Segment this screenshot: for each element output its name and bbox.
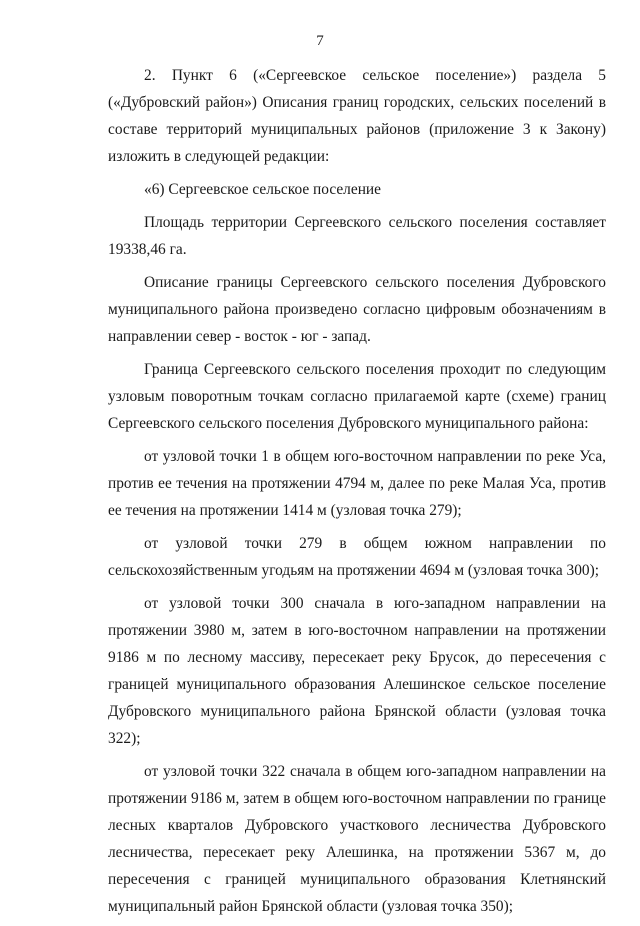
page-number: 7 [316, 33, 324, 49]
paragraph-area: Площадь территории Сергеевского сельского поселения составляет 19338,46 га. [108, 214, 606, 258]
paragraph-description: Описание границы Сергеевского сельского поселения Дубровского муниципального района произведено согласно цифровым обозначениям в направлении север - восток - юг - запад. [108, 274, 606, 345]
document-body [108, 62, 606, 926]
paragraph-amendment: 2. Пункт 6 («Сергеевское сельское поселение») раздела 5 («Дубровский район») Описания границ городских, сельских поселений в составе территорий муниципальных районов (приложение 3 к Закону) изложить в следующей редакции: [108, 67, 606, 165]
paragraph-point-1: от узловой точки 1 в общем юго-восточном направлении по реке Уса, против ее течения на протяжении 4794 м, далее по реке Малая Уса, против ее течения на протяжении 1414 м (узловая точка 279); [108, 448, 606, 519]
paragraph-point-322: от узловой точки 322 сначала в общем юго-западном направлении на протяжении 9186 м, затем в общем юго-восточном направлении по границе лесных кварталов Дубровского участкового лесничества Дубровского лесничества, пересекает реку Алешинка, на протяжении 5367 м, до пересечения с границей муниципального образования Клетнянский муниципальный район Брянской области (узловая точка 350); [108, 763, 606, 915]
paragraph-point-279: от узловой точки 279 в общем южном направлении по сельскохозяйственным угодьям на протяжении 4694 м (узловая точка 300); [108, 535, 606, 579]
paragraph-boundary-intro: Граница Сергеевского сельского поселения проходит по следующим узловым поворотным точкам согласно прилагаемой карте (схеме) границ Сергеевского сельского поселения Дубровского муниципального района: [108, 361, 606, 432]
paragraph-point-300: от узловой точки 300 сначала в юго-западном направлении на протяжении 3980 м, затем в юго-восточном направлении на протяжении 9186 м по лесному массиву, пересекает реку Брусок, до пересечения с границей муниципального образования Алешинское сельское поселение Дубровского муниципального района Брянской области (узловая точка 322); [108, 595, 606, 747]
paragraph-section-heading: «6) Сергеевское сельское поселение [144, 181, 381, 198]
